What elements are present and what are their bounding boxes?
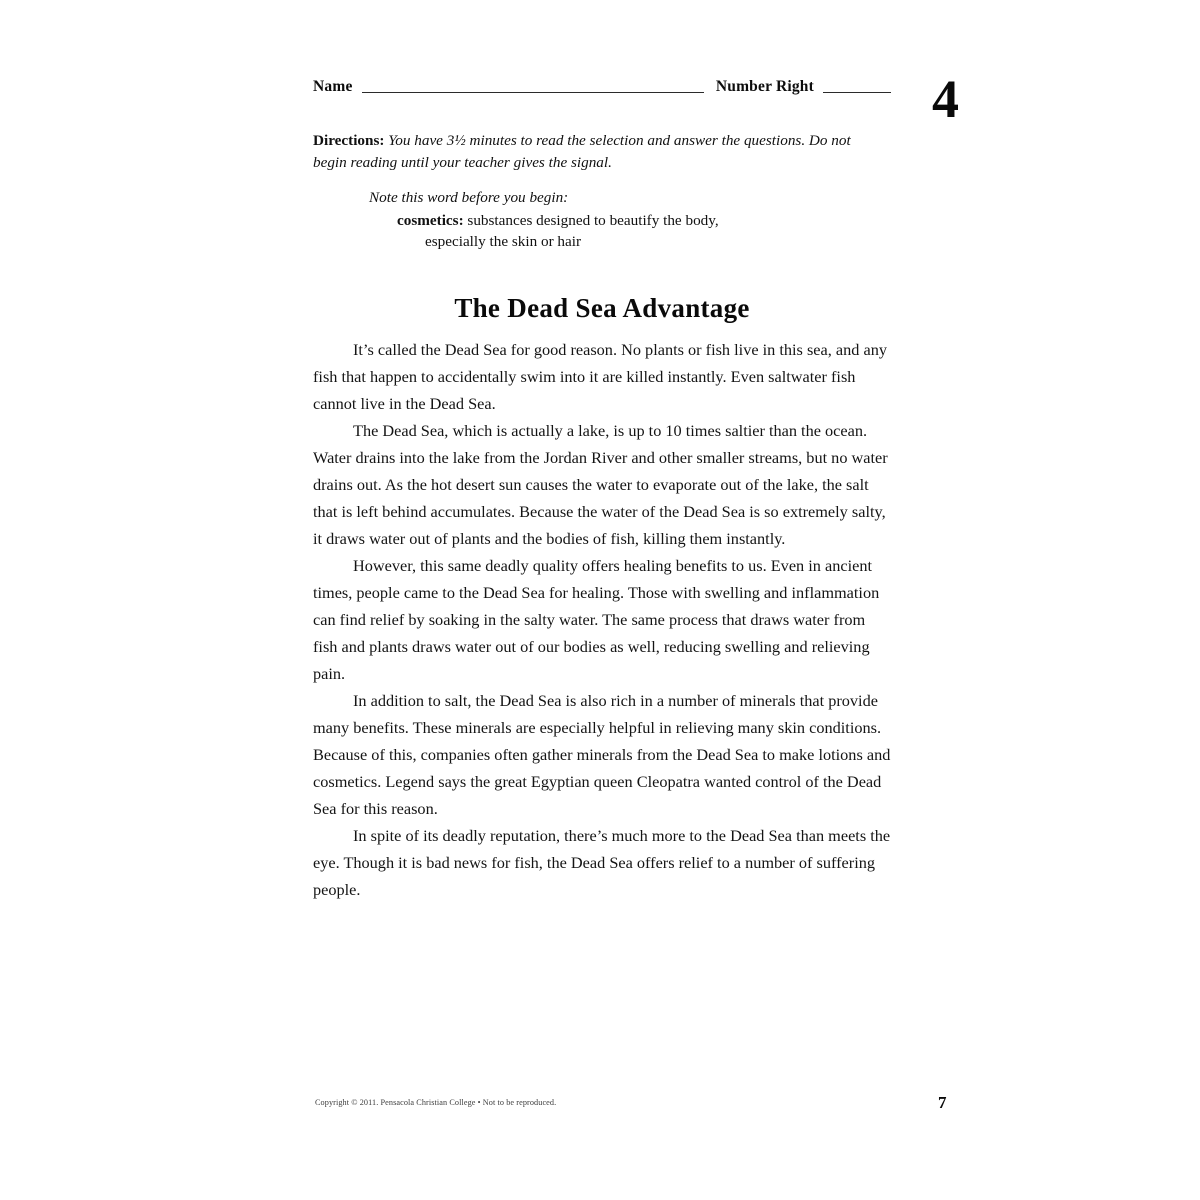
page-content — [313, 78, 891, 903]
article-paragraph: It’s called the Dead Sea for good reason. No plants or fish live in this sea, and any fish that happen to accidentally swim into it are killed instantly. Even saltwater fish cannot live in the Dead Sea. — [313, 339, 887, 413]
directions-text: You have 3½ minutes to read the selection and answer the questions. Do not begin reading until your teacher gives the signal. — [313, 132, 851, 171]
article-paragraph: In addition to salt, the Dead Sea is also rich in a number of minerals that provide many benefits. These minerals are especially helpful in relieving many skin conditions. Because of this, companies often gather minerals from the Dead Sea to make lotions and cosmetics. Legend says the great Egyptian queen Cleopatra wanted control of the Dead Sea for this reason. — [313, 690, 891, 818]
copyright-notice: Copyright © 2011. Pensacola Christian College • Not to be reproduced. — [315, 1098, 557, 1107]
article-paragraph: In spite of its deadly reputation, there’s much more to the Dead Sea than meets the eye. Though it is bad news for fish, the Dead Sea offers relief to a number of suffering people. — [313, 825, 891, 899]
vocabulary-entry — [397, 210, 891, 232]
name-write-in-line[interactable] — [362, 91, 704, 93]
directions-block — [313, 130, 873, 173]
vocabulary-definition-line-1: substances designed to beautify the body, — [467, 211, 719, 229]
directions-label: Directions: — [313, 132, 385, 149]
lesson-number: 4 — [932, 69, 958, 129]
article-paragraph: The Dead Sea, which is actually a lake, is up to 10 times saltier than the ocean. Water drains into the lake from the Jordan River and other smaller streams, but no water drains out. As the hot desert sun causes the water to evaporate out of the lake, the salt that is left behind accumulates. Because the water of the Dead Sea is so extremely salty, it draws water out of plants and the bodies of fish, killing them instantly. — [313, 420, 888, 548]
vocabulary-note-block — [313, 187, 891, 253]
article-body — [313, 336, 891, 903]
number-right-write-in-line[interactable] — [823, 91, 891, 93]
name-label: Name — [313, 78, 353, 95]
page-number: 7 — [938, 1093, 947, 1112]
article-title: The Dead Sea Advantage — [454, 292, 750, 323]
number-right-label: Number Right — [715, 78, 814, 95]
vocabulary-definition-line-2: especially the skin or hair — [425, 233, 582, 250]
worksheet-header — [313, 78, 891, 96]
article-paragraph: However, this same deadly quality offers healing benefits to us. Even in ancient times, people came to the Dead Sea for healing. Those with swelling and inflammation can find relief by soaking in the salty water. The same process that draws water from fish and plants draws water out of our bodies as well, reducing swelling and relieving pain. — [313, 555, 880, 683]
note-intro-line: Note this word before you begin: — [369, 189, 569, 206]
vocabulary-word: cosmetics: — [397, 211, 464, 229]
